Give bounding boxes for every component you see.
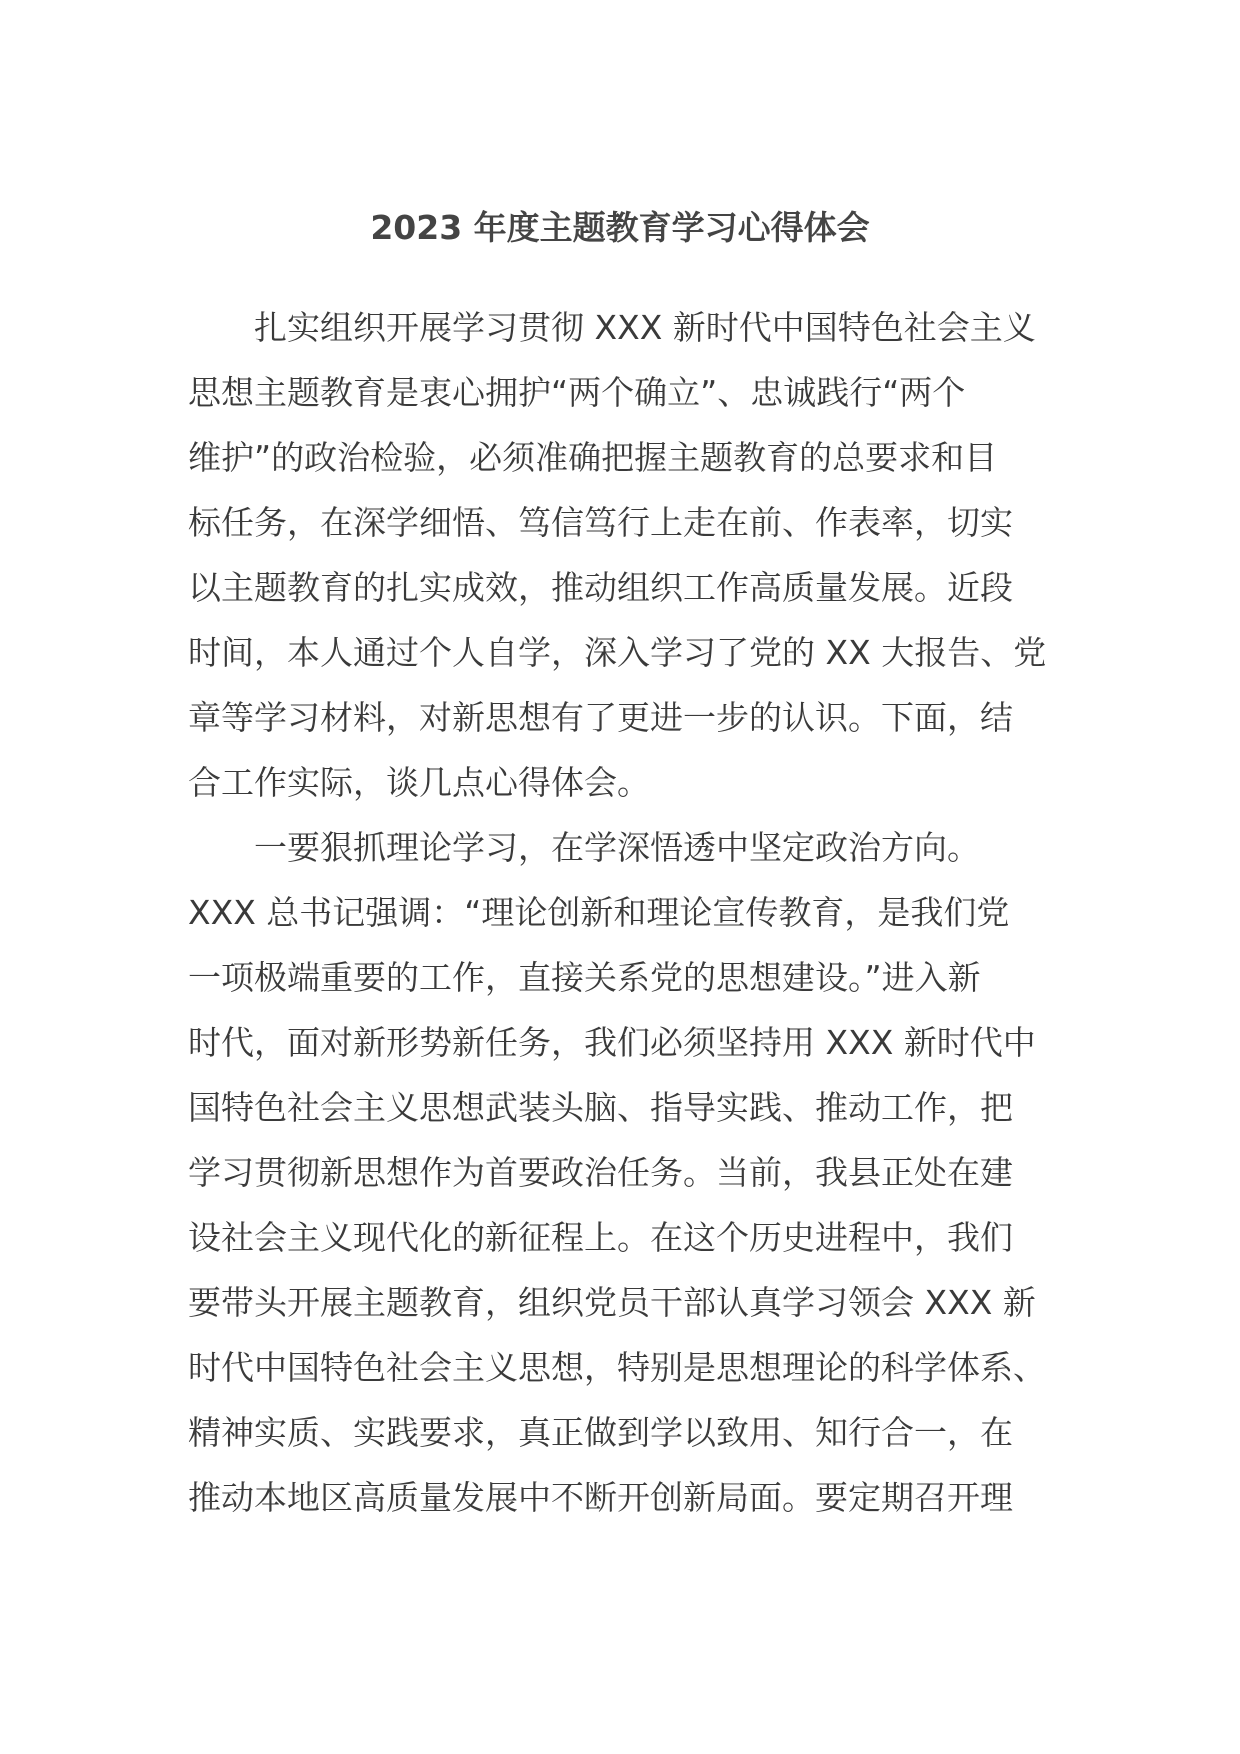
paragraph-2-line-7: 设社会主义现代化的新征程上。在这个历史进程中，我们 xyxy=(188,1218,1013,1257)
paragraph-1-line-6: 时间，本人通过个人自学，深入学习了党的 XX 大报告、党 xyxy=(188,633,1047,672)
paragraph-2-line-10: 精神实质、实践要求，真正做到学以致用、知行合一，在 xyxy=(188,1413,1013,1452)
paragraph-1-line-5: 以主题教育的扎实成效，推动组织工作高质量发展。近段 xyxy=(188,568,1013,607)
paragraph-1-line-7: 章等学习材料，对新思想有了更进一步的认识。下面，结 xyxy=(188,698,1013,737)
paragraph-2-line-2: XXX 总书记强调：“理论创新和理论宣传教育，是我们党 xyxy=(188,893,1010,932)
paragraph-1-line-1: 扎实组织开展学习贯彻 XXX 新时代中国特色社会主义 xyxy=(254,308,1036,347)
paragraph-1-line-2: 思想主题教育是衷心拥护“两个确立”、忠诚践行“两个 xyxy=(188,373,966,412)
paragraph-1-line-4: 标任务，在深学细悟、笃信笃行上走在前、作表率，切实 xyxy=(188,503,1013,542)
paragraph-1-line-3: 维护”的政治检验，必须准确把握主题教育的总要求和目 xyxy=(188,438,998,477)
paragraph-2-line-6: 学习贯彻新思想作为首要政治任务。当前，我县正处在建 xyxy=(188,1153,1013,1192)
paragraph-2-line-4: 时代，面对新形势新任务，我们必须坚持用 XXX 新时代中 xyxy=(188,1023,1036,1062)
paragraph-2-line-5: 国特色社会主义思想武装头脑、指导实践、推动工作，把 xyxy=(188,1088,1013,1127)
paragraph-2-line-11: 推动本地区高质量发展中不断开创新局面。要定期召开理 xyxy=(188,1478,1013,1517)
paragraph-1-line-8: 合工作实际，谈几点心得体会。 xyxy=(188,763,650,802)
document-title: 2023 年度主题教育学习心得体会 xyxy=(370,208,870,247)
paragraph-2-line-8: 要带头开展主题教育，组织党员干部认真学习领会 XXX 新 xyxy=(188,1283,1036,1322)
paragraph-2-line-1: 一要狠抓理论学习，在学深悟透中坚定政治方向。 xyxy=(254,828,980,867)
paragraph-2-line-3: 一项极端重要的工作，直接关系党的思想建设。”进入新 xyxy=(188,958,981,997)
paragraph-2-line-9: 时代中国特色社会主义思想，特别是思想理论的科学体系、 xyxy=(188,1348,1046,1387)
